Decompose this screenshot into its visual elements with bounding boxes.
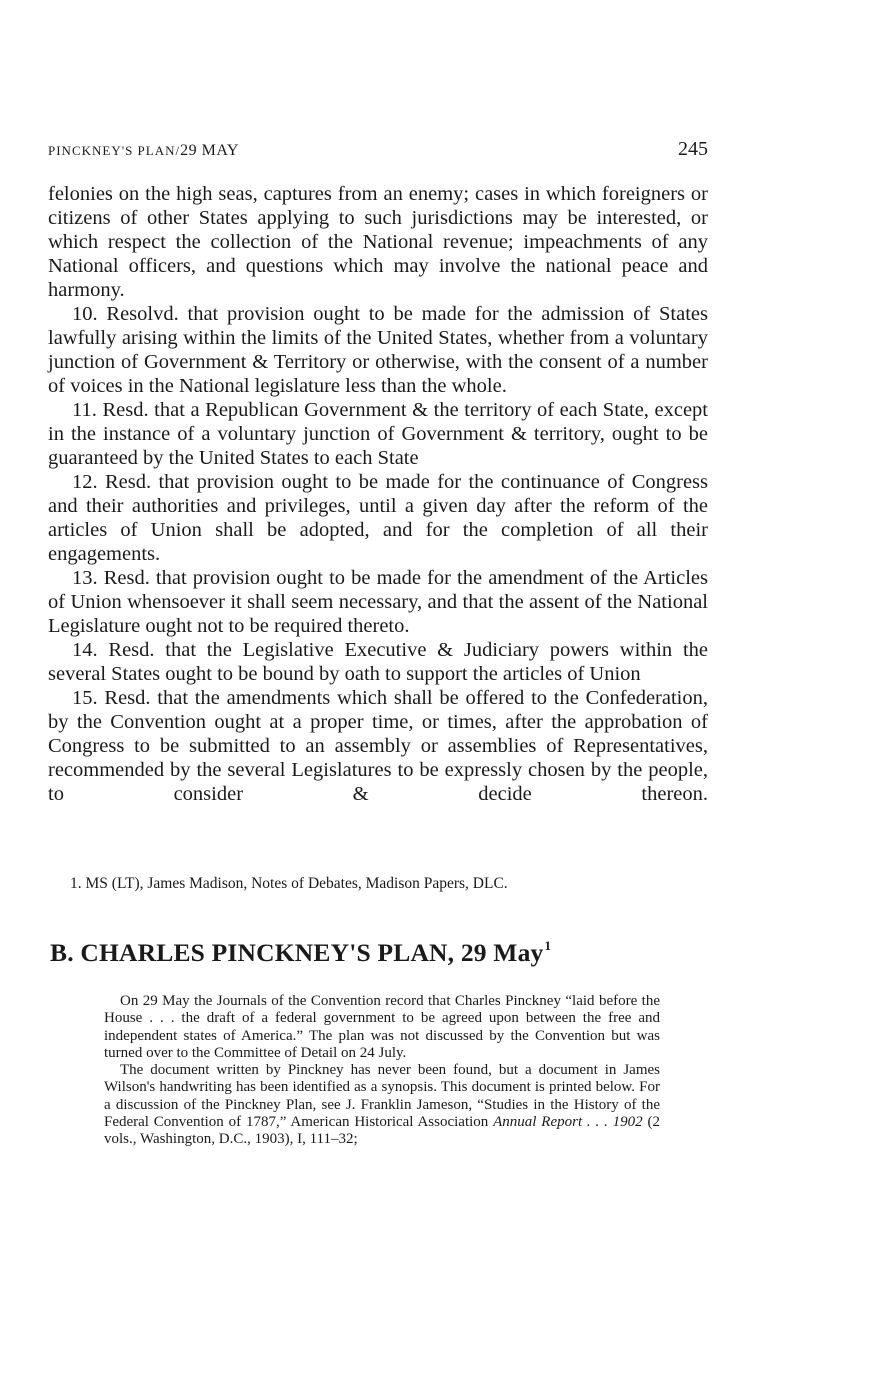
section-title: [50, 928, 750, 971]
page-header: [48, 138, 708, 164]
resolution-12: 12. Resd. that provision ought to be made for the continuance of Congress and their authorities and privileges, until a given day after the reform of the articles of Union shall be adopted, and for the completion of all their engagements.: [48, 471, 708, 565]
editorial-paragraph-1: On 29 May the Journals of the Convention record that Charles Pinckney “laid before the House . . . the draft of a federal government to be agreed upon between the free and independent states of America.” The plan was not discussed by the Convention but was turned over to the Committee of Detail on 24 July.: [104, 993, 660, 1061]
resolution-15: 15. Resd. that the amendments which shall be offered to the Confederation, by the Convention ought at a proper time, or times, after the approbation of Congress to be submitted to an assembly or assemblies of Representatives, recommended by the several Legislatures to be expressly chosen by the people, to consider & decide thereon.: [48, 687, 708, 805]
resolution-11: 11. Resd. that a Republican Government & the territory of each State, except in the instance of a voluntary junction of Government & territory, ought to be guaranteed by the United States to each State: [48, 399, 708, 469]
page-number: 245: [678, 138, 708, 160]
editorial-note: [104, 993, 660, 1149]
footnote: 1. MS (LT), James Madison, Notes of Debates, Madison Papers, DLC.: [70, 875, 508, 892]
editorial-paragraph-2: [104, 1062, 660, 1148]
report-title: Annual Report . . . 1902: [493, 1114, 643, 1131]
resolution-13: 13. Resd. that provision ought to be made for the amendment of the Articles of Union whensoever it shall seem necessary, and that the assent of the National Legislature ought not to be required thereto.: [48, 567, 708, 637]
resolution-10: 10. Resolvd. that provision ought to be made for the admission of States lawfully arising within the limits of the United States, whether from a voluntary junction of Government & Territory or otherwise, with the consent of a number of voices in the National legislature less than the whole.: [48, 303, 708, 397]
section-title-text: B. CHARLES PINCKNEY'S PLAN, 29 May: [50, 938, 544, 967]
editorial-paragraph-2-text: The document written by Pinckney has never been found, but a document in James Wilson's handwriting has been identified as a synopsis. This document is printed below. For a discussion of the Pinckney Plan, see J. Franklin Jameson, “Studies in the History of the Federal Convention of 1787,” American Historical Association: [104, 1062, 660, 1131]
editorial-paragraph-2-end: (2 vols., Washington, D.C., 1903), I, 111–32;: [104, 1114, 660, 1148]
running-head: [48, 142, 239, 160]
running-head-date: 29 MAY: [180, 142, 239, 159]
resolution-14: 14. Resd. that the Legislative Executive & Judiciary powers within the several States ought to be bound by oath to support the articles of Union: [48, 639, 708, 685]
footnote-ref: 1: [544, 938, 552, 953]
paragraph-continuation: felonies on the high seas, captures from an enemy; cases in which foreigners or citizens of other States applying to such jurisdictions may be interested, or which respect the collection of the National revenue; impeachments of any National officers, and questions which may involve the national peace and harmony.: [48, 183, 708, 301]
running-head-title: PINCKNEY'S PLAN/: [48, 143, 181, 158]
main-text: [48, 182, 708, 806]
